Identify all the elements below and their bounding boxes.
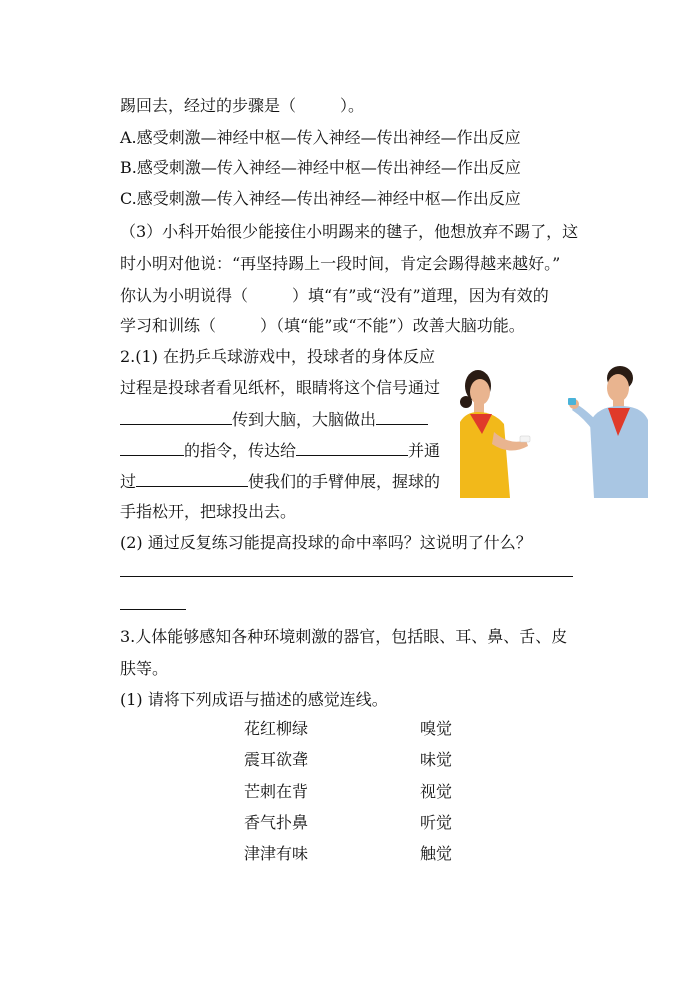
option-a: A.感受刺激—神经中枢—传入神经—传出神经—作出反应 — [120, 128, 521, 147]
q1-sub3-line1: （3）小科开始很少能接住小明踢来的毽子，他想放弃不踢了，这 — [120, 222, 579, 241]
sense-item[interactable]: 视觉 — [420, 782, 453, 801]
q1-sub3-line4: 学习和训练（ ）（填“能”或“不能”）改善大脑功能。 — [120, 316, 525, 335]
fill-blank[interactable] — [120, 439, 184, 456]
idiom-item[interactable]: 震耳欲聋 — [244, 750, 309, 769]
fill-blank[interactable] — [136, 470, 248, 487]
q2-line2: 过程是投球者看见纸杯，眼睛将这个信号通过 — [120, 378, 441, 397]
q2-line4: 的指令，传达给 并通 — [120, 439, 440, 461]
sense-item[interactable]: 听觉 — [420, 813, 453, 832]
q2-line1: 2.(1) 在扔乒乓球游戏中，投球者的身体反应 — [120, 347, 436, 366]
q1-sub3-line2: 时小明对他说：“再坚持踢上一段时间，肯定会踢得越来越好。” — [120, 254, 561, 273]
q2-sub2: (2) 通过反复练习能提高投球的命中率吗？这说明了什么？ — [120, 533, 532, 552]
option-c: C.感受刺激—传入神经—传出神经—神经中枢—作出反应 — [120, 189, 521, 208]
answer-line[interactable] — [120, 576, 573, 577]
idiom-item[interactable]: 花红柳绿 — [244, 719, 309, 738]
fill-blank[interactable] — [296, 439, 408, 456]
boy-figure — [568, 366, 648, 498]
option-b: B.感受刺激—传入神经—神经中枢—传出神经—作出反应 — [120, 158, 521, 177]
q2-line5: 过 使我们的手臂伸展，握球的 — [120, 472, 441, 491]
idiom-item[interactable]: 芒刺在背 — [244, 782, 309, 801]
q1-sub3-line3: 你认为小明说得（ ）填“有”或“没有”道理，因为有效的 — [120, 286, 549, 305]
students-illustration — [458, 362, 648, 498]
q2-line6: 手指松开，把球投出去。 — [120, 502, 297, 521]
answer-line[interactable] — [120, 609, 186, 610]
idiom-item[interactable]: 津津有味 — [244, 844, 309, 863]
fill-blank[interactable] — [376, 408, 428, 425]
students-photo — [458, 362, 648, 498]
q2-line3: 传到大脑，大脑做出 — [120, 408, 428, 430]
fill-blank[interactable] — [120, 408, 232, 425]
q1-intro: 踢回去，经过的步骤是（ ）。 — [120, 96, 365, 115]
idiom-item[interactable]: 香气扑鼻 — [244, 813, 309, 832]
girl-figure — [460, 370, 530, 498]
sense-item[interactable]: 触觉 — [420, 844, 453, 863]
q3-sub1: (1) 请将下列成语与描述的感觉连线。 — [120, 690, 388, 709]
q3-line2: 肤等。 — [120, 659, 169, 678]
sense-item[interactable]: 嗅觉 — [420, 719, 453, 738]
sense-item[interactable]: 味觉 — [420, 750, 453, 769]
q3-line1: 3.人体能够感知各种环境刺激的器官，包括眼、耳、鼻、舌、皮 — [120, 627, 568, 646]
